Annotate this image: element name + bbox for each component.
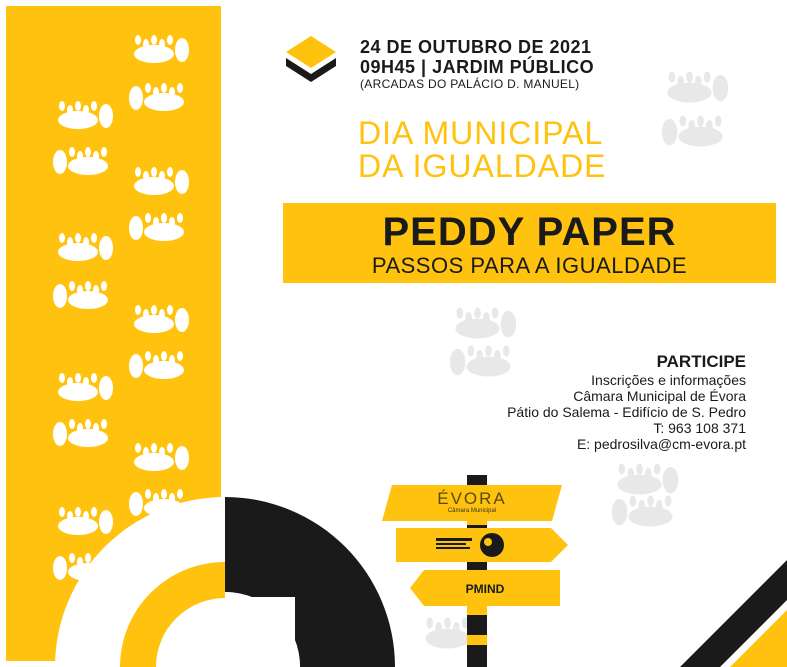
- contact-line: Inscrições e informações: [591, 372, 746, 388]
- banner-title: PEDDY PAPER: [382, 210, 677, 254]
- ghost-footprint-icon: [660, 110, 730, 152]
- contact-block: [507, 352, 746, 452]
- headline-line1: DIA MUNICIPAL: [358, 115, 604, 151]
- post-stripe: [467, 635, 487, 645]
- contact-line: Pátio do Salema - Edifício de S. Pedro: [507, 404, 746, 420]
- contact-email[interactable]: E: pedrosilva@cm-evora.pt: [576, 436, 746, 452]
- sign-pmind-label: PMIND: [465, 582, 505, 596]
- sign-evora-sub: Câmara Municipal: [447, 508, 497, 514]
- ghost-footprint-icon: [610, 490, 680, 532]
- event-info: [360, 37, 594, 91]
- contact-line: Câmara Municipal de Évora: [573, 388, 746, 404]
- banner-subtitle: PASSOS PARA A IGUALDADE: [371, 253, 688, 278]
- event-location-detail: (ARCADAS DO PALÁCIO D. MANUEL): [360, 77, 580, 91]
- sign-pmind: [410, 570, 560, 606]
- headline-line2: DA IGUALDADE: [358, 148, 607, 184]
- diamond-icon: [286, 36, 336, 82]
- event-date: 24 DE OUTUBRO DE 2021: [360, 37, 592, 57]
- contact-phone: T: 963 108 371: [653, 420, 746, 436]
- post-stripe: [467, 605, 487, 615]
- sign-middle: [396, 528, 568, 562]
- sign-evora: [382, 485, 562, 521]
- headline: [358, 117, 607, 183]
- banner: [283, 203, 776, 283]
- event-time-place: 09H45 | JARDIM PÚBLICO: [360, 57, 595, 77]
- ghost-footprint-icon: [448, 302, 518, 344]
- sign-evora-label: ÉVORA: [437, 489, 507, 508]
- ghost-footprint-icon: [660, 66, 730, 108]
- partner-logo-icon: [436, 532, 511, 558]
- contact-heading: PARTICIPE: [656, 352, 746, 371]
